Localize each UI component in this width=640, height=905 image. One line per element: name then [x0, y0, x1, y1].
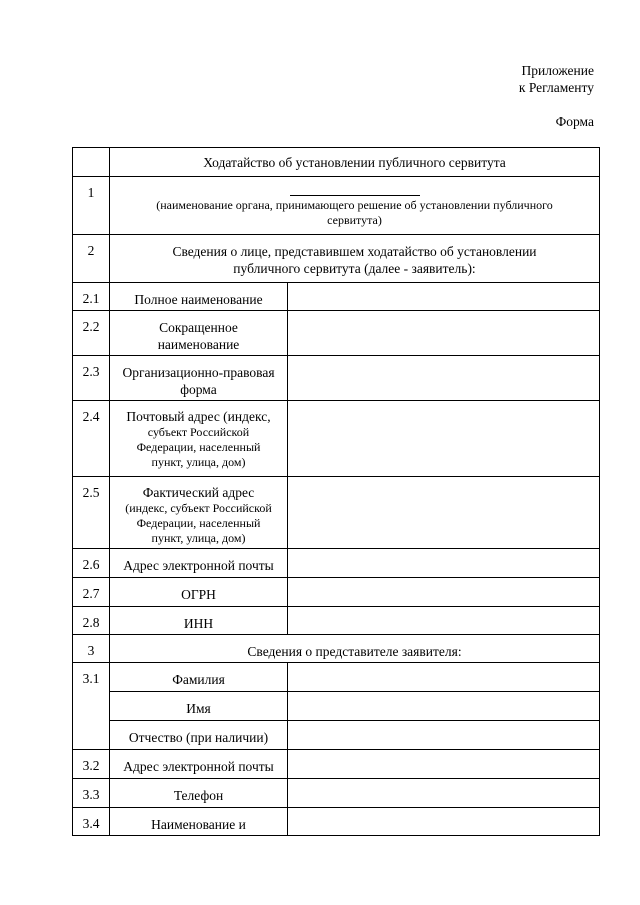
- row-number: 2.1: [73, 283, 110, 311]
- row-2-6: [73, 549, 600, 578]
- authority-caption-2: сервитута): [327, 213, 382, 227]
- appendix-header: [519, 62, 594, 96]
- form-title: Ходатайство об установлении публичного сервитута: [110, 148, 600, 177]
- row-2-7: [73, 578, 600, 607]
- row-2-5: [73, 477, 600, 549]
- legal-form-label: [110, 356, 288, 401]
- row-2-3: [73, 356, 600, 401]
- row-3-4: [73, 808, 600, 836]
- row-number: 3.4: [73, 808, 110, 836]
- label-line: Фактический адрес: [142, 485, 255, 500]
- row-number: 3: [73, 635, 110, 663]
- postal-address-label: [110, 401, 288, 477]
- legal-form-field[interactable]: [288, 356, 600, 401]
- row-number: 2.4: [73, 401, 110, 477]
- heading-line: публичного сервитута (далее - заявитель):: [233, 261, 476, 276]
- email-label: Адрес электронной почты: [110, 549, 288, 578]
- surname-field[interactable]: [288, 663, 600, 692]
- row-number: 3.2: [73, 750, 110, 779]
- label-line: пункт, улица, дом): [151, 531, 246, 545]
- row-number: 2.5: [73, 477, 110, 549]
- row-3-1-name: [73, 692, 600, 721]
- row-number: 2.3: [73, 356, 110, 401]
- row-number: 3.3: [73, 779, 110, 808]
- row-2: [73, 235, 600, 283]
- form-label: Форма: [555, 114, 594, 129]
- actual-address-label: [110, 477, 288, 549]
- ogrn-label: ОГРН: [110, 578, 288, 607]
- regulation-line: к Регламенту: [518, 80, 594, 95]
- row-3: [73, 635, 600, 663]
- first-name-label: Имя: [110, 692, 288, 721]
- short-name-label: [110, 311, 288, 356]
- rep-email-field[interactable]: [288, 750, 600, 779]
- label-line: субъект Российской: [147, 425, 250, 439]
- label-line: (индекс, субъект Российской: [125, 501, 272, 515]
- row-number: 2.6: [73, 549, 110, 578]
- label-line: Почтовый адрес (индекс,: [126, 409, 271, 424]
- petition-form-table: [72, 147, 600, 836]
- row-3-1-patronymic: [73, 721, 600, 750]
- phone-field[interactable]: [288, 779, 600, 808]
- full-name-field[interactable]: [288, 283, 600, 311]
- row-number: 2: [73, 235, 110, 283]
- rep-email-label: Адрес электронной почты: [110, 750, 288, 779]
- authority-caption-1: (наименование органа, принимающего решение об установлении публичного: [156, 198, 553, 212]
- full-name-label: Полное наименование: [110, 283, 288, 311]
- row-number: 3.1: [73, 663, 110, 750]
- row-3-1-surname: [73, 663, 600, 692]
- row-3-3: [73, 779, 600, 808]
- row-2-4: [73, 401, 600, 477]
- row-2-1: [73, 283, 600, 311]
- actual-address-field[interactable]: [288, 477, 600, 549]
- authority-name-field[interactable]: [110, 177, 600, 235]
- label-line: Организационно-правовая: [122, 365, 275, 380]
- short-name-field[interactable]: [288, 311, 600, 356]
- postal-address-field[interactable]: [288, 401, 600, 477]
- first-name-field[interactable]: [288, 692, 600, 721]
- signature-line: [290, 195, 420, 196]
- inn-label: ИНН: [110, 607, 288, 635]
- representative-section-heading: Сведения о представителе заявителя:: [110, 635, 600, 663]
- document-name-field[interactable]: [288, 808, 600, 836]
- row-2-2: [73, 311, 600, 356]
- label-line: пункт, улица, дом): [151, 455, 246, 469]
- email-field[interactable]: [288, 549, 600, 578]
- patronymic-field[interactable]: [288, 721, 600, 750]
- heading-line: Сведения о лице, представившем ходатайство об установлении: [172, 244, 537, 259]
- surname-label: Фамилия: [110, 663, 288, 692]
- label-line: форма: [180, 382, 217, 397]
- row-number: 2.2: [73, 311, 110, 356]
- row-3-2: [73, 750, 600, 779]
- title-row: [73, 148, 600, 177]
- row-1: [73, 177, 600, 235]
- label-line: наименование: [157, 337, 240, 352]
- document-name-label: Наименование и: [110, 808, 288, 836]
- row-number: 1: [73, 177, 110, 235]
- row-number: 2.8: [73, 607, 110, 635]
- ogrn-field[interactable]: [288, 578, 600, 607]
- phone-label: Телефон: [110, 779, 288, 808]
- label-line: Федерации, населенный: [136, 516, 261, 530]
- inn-field[interactable]: [288, 607, 600, 635]
- row-number: 2.7: [73, 578, 110, 607]
- label-line: Сокращенное: [159, 320, 238, 335]
- patronymic-label: Отчество (при наличии): [110, 721, 288, 750]
- appendix-line: Приложение: [521, 63, 594, 78]
- row-2-8: [73, 607, 600, 635]
- label-line: Федерации, населенный: [136, 440, 261, 454]
- applicant-section-heading: [110, 235, 600, 283]
